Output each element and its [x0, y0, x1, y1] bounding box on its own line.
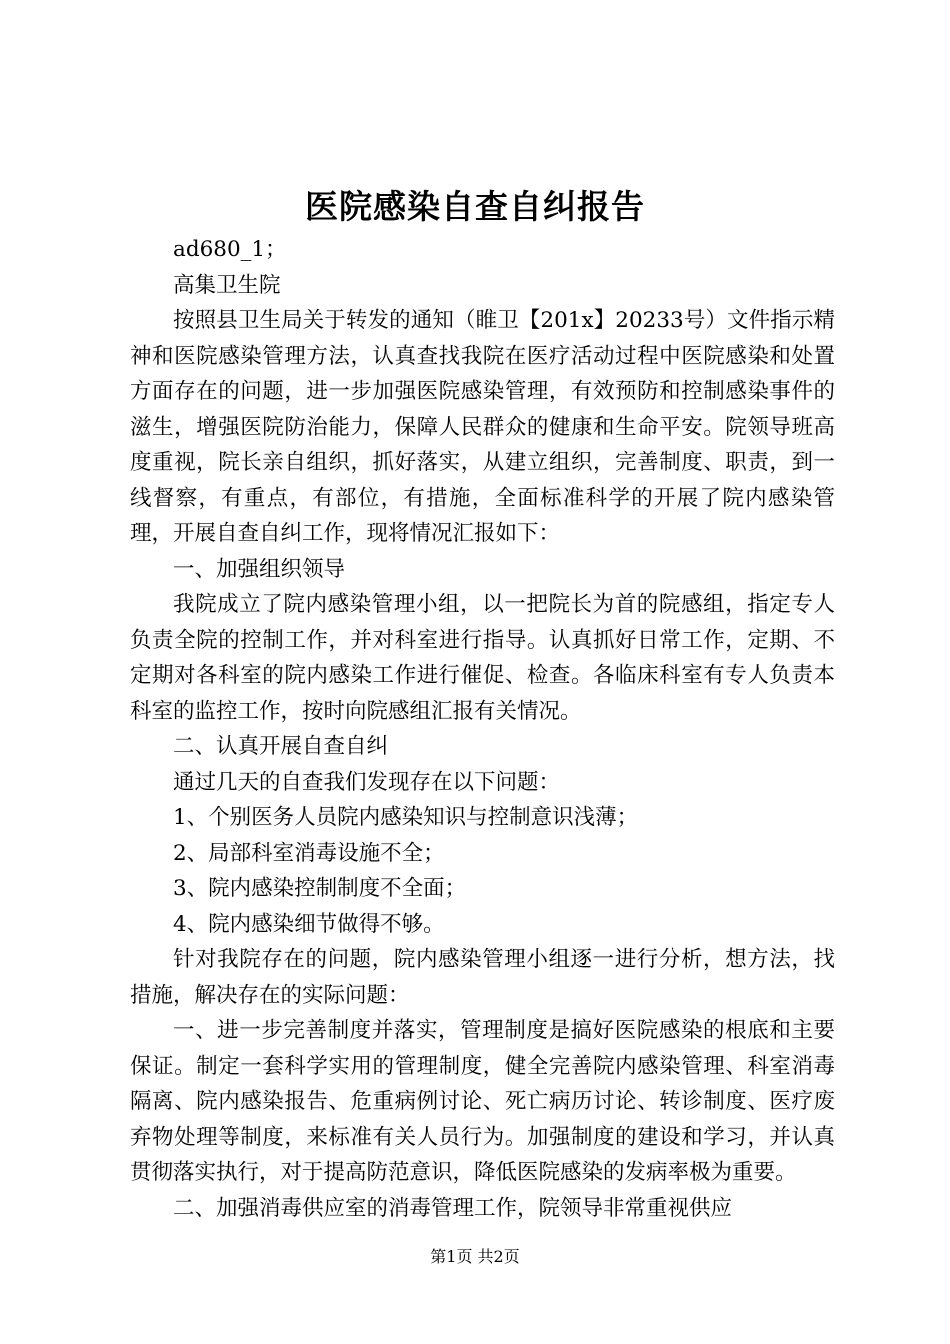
paragraph-measure-2: 二、加强消毒供应室的消毒管理工作，院领导非常重视供应 — [173, 1195, 733, 1221]
section-heading-2: 二、认真开展自查自纠 — [173, 734, 389, 759]
paragraph-organization: 我院成立了院内感染管理小组，以一把院长为首的院感组，指定专人负责全院的控制工作，并对科室进行指导。认真抓好日常工作，定期、不定期对各科室的院内感染工作进行催促、检查。各临床科室有专人负责本科室的监控工作，按时向院感组汇报有关情况。 — [130, 592, 835, 724]
document-body — [130, 232, 835, 1226]
document-title: 医院感染自查自纠报告 — [305, 187, 645, 226]
organization-name: 高集卫生院 — [173, 272, 281, 298]
paragraph-measure-1: 一、进一步完善制度并落实，管理制度是搞好医院感染的根底和主要保证。制定一套科学实用的管理制度，健全完善院内感染管理、科室消毒隔离、院内感染报告、危重病例讨论、死亡病历讨论、转诊制度、医疗废弃物处理等制度，来标准有关人员行为。加强制度的建设和学习，并认真贯彻落实执行，对于提高防范意识，降低医院感染的发病率极为重要。 — [130, 1018, 835, 1185]
section-heading-1: 一、加强组织领导 — [173, 556, 346, 582]
list-item: 4、院内感染细节做得不够。 — [173, 911, 445, 937]
paragraph-measures-intro: 针对我院存在的问题，院内感染管理小组逐一进行分析，想方法，找措施，解决存在的实际问题： — [130, 947, 835, 1008]
paragraph-findings-intro: 通过几天的自查我们发现存在以下问题： — [173, 769, 561, 795]
intro-paragraph: 按照县卫生局关于转发的通知（睢卫【201x】20233号）文件指示精神和医院感染管理方法，认真查找我院在医疗活动过程中医院感染和处置方面存在的问题，进一步加强医院感染管理，有效预防和控制感染事件的滋生，增强医院防治能力，保障人民群众的健康和生命平安。院领导班高度重视，院长亲自组织，抓好落实，从建立组织，完善制度、职责，到一线督察，有重点，有部位，有措施，全面标准科学的开展了院内感染管理，开展自查自纠工作，现将情况汇报如下： — [130, 308, 835, 546]
list-item: 1、个别医务人员院内感染知识与控制意识浅薄； — [173, 805, 639, 830]
list-item: 3、院内感染控制制度不全面； — [173, 876, 467, 901]
code-line: ad680_1； — [173, 237, 287, 262]
list-item: 2、局部科室消毒设施不全； — [173, 840, 445, 866]
page-number-footer: 第1页 共2页 — [430, 1247, 520, 1266]
